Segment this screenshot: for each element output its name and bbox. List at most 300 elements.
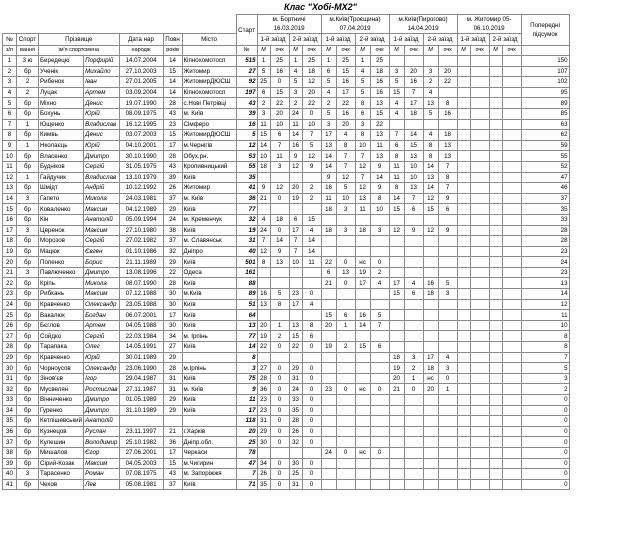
cell-s3r2-place: 3: [423, 66, 438, 77]
cell-s4r2-place: [489, 140, 502, 151]
cell-sport: бр: [17, 416, 39, 427]
cell-s2r1-points: [336, 299, 355, 310]
cell-s1r2-points: 14: [302, 236, 321, 247]
cell-s1r2-place: 3: [289, 87, 302, 98]
prev-subheader: [521, 46, 569, 56]
cell-s3r1-place: 3: [389, 66, 404, 77]
cell-s2r2-points: [370, 214, 389, 225]
cell-sport: бр: [17, 320, 39, 331]
cell-s1r1-place: 16: [257, 289, 270, 300]
cell-s1r1-place: 4: [257, 214, 270, 225]
cell-s3r1-place: 21: [389, 384, 404, 395]
cell-s1r2-place: 12: [289, 161, 302, 172]
cell-s1r1-place: 24: [257, 225, 270, 236]
cell-s1r2-place: [289, 267, 302, 278]
cell-sport: бр: [17, 447, 39, 458]
cell-s1r1-place: 25: [257, 77, 270, 88]
cell-s1r1-points: [270, 267, 289, 278]
cell-s3r1-place: 8: [389, 183, 404, 194]
cell-s4r1-place: [457, 479, 470, 490]
cell-dob: 05.09.1994: [119, 214, 163, 225]
cell-s4r1-place: [457, 342, 470, 353]
cell-city: Київ: [182, 172, 236, 183]
cell-firstname: Анатолій: [84, 416, 119, 427]
cell-s1r2-place: 35: [289, 405, 302, 416]
cell-dob: 05.08.1981: [119, 479, 163, 490]
cell-s4r1-points: [470, 204, 489, 215]
cell-s4r2-points: [502, 214, 521, 225]
cell-s2r2-place: [355, 289, 370, 300]
cell-s3r2-points: 1: [438, 384, 457, 395]
table-row: [3, 342, 570, 353]
table-row: [3, 416, 570, 427]
cell-sport: бр: [17, 66, 39, 77]
cell-s2r1-points: [336, 469, 355, 480]
cell-surname: Мишалов: [39, 447, 84, 458]
cell-s4r2-points: [502, 331, 521, 342]
cell-s1r2-place: 7: [289, 236, 302, 247]
table-row: [3, 331, 570, 342]
cell-s3r1-points: [404, 56, 423, 67]
cell-s4r1-points: [470, 352, 489, 363]
cell-s3r2-place: 8: [423, 140, 438, 151]
cell-s4r1-points: [470, 278, 489, 289]
cell-s2r1-place: [321, 246, 336, 257]
cell-city: Київ: [182, 204, 236, 215]
cell-s2r2-points: [370, 405, 389, 416]
cell-s2r1-points: 10: [336, 193, 355, 204]
cell-firstname: Сергій: [84, 161, 119, 172]
cell-s3r2-points: [438, 342, 457, 353]
cell-s4r1-place: [457, 193, 470, 204]
cell-s1r1-points: 18: [270, 214, 289, 225]
cell-s1r1-place: 10: [257, 151, 270, 162]
cell-s4r2-points: [502, 373, 521, 384]
cell-s1r2-points: 9: [302, 161, 321, 172]
cell-s3r1-points: [404, 342, 423, 353]
cell-dob: 04.05.2003: [119, 458, 163, 469]
cell-s3r2-points: 5: [438, 278, 457, 289]
cell-s2r1-place: 15: [321, 310, 336, 321]
cell-start-number: 13: [236, 320, 257, 331]
cell-s3r1-points: 13: [404, 183, 423, 194]
cell-s2r2-points: 5: [370, 310, 389, 321]
cell-age: 21: [163, 426, 182, 437]
cell-num: 37: [3, 437, 17, 448]
cell-s2r2-points: 16: [370, 87, 389, 98]
cell-s2r1-place: 21: [321, 278, 336, 289]
cell-sport: 3: [17, 225, 39, 236]
cell-s2r2-place: [355, 363, 370, 374]
cell-s4r1-place: [457, 204, 470, 215]
cell-sport: бр: [17, 479, 39, 490]
cell-age: 26: [163, 183, 182, 194]
table-row: [3, 98, 570, 109]
table-row: [3, 310, 570, 321]
cell-s4r1-place: [457, 77, 470, 88]
cell-start-number: 19: [236, 225, 257, 236]
points-header: очк: [438, 46, 457, 56]
cell-surname: Бєглов: [39, 320, 84, 331]
cell-s1r2-points: 0: [302, 373, 321, 384]
cell-s2r2-points: 9: [370, 161, 389, 172]
cell-s4r1-points: [470, 469, 489, 480]
cell-start-number: 77: [236, 204, 257, 215]
cell-firstname: Максим: [84, 225, 119, 236]
table-row: [3, 373, 570, 384]
cell-s4r1-place: [457, 130, 470, 141]
cell-start-number: 7: [236, 469, 257, 480]
cell-s4r2-place: [489, 236, 502, 247]
cell-surname: Гайдучик: [39, 172, 84, 183]
cell-s3r1-points: [404, 246, 423, 257]
cell-s3r1-place: [389, 458, 404, 469]
cell-surname: Рибкань: [39, 289, 84, 300]
cell-num: 10: [3, 151, 17, 162]
cell-s4r1-points: [470, 331, 489, 342]
cell-s2r1-points: 7: [336, 151, 355, 162]
cell-s2r1-place: 14: [321, 151, 336, 162]
cell-age: 29: [163, 405, 182, 416]
cell-s1r1-points: 0: [270, 458, 289, 469]
cell-s1r2-place: 10: [289, 257, 302, 268]
cell-s2r1-place: 3: [321, 119, 336, 130]
table-row: [3, 108, 570, 119]
cell-city: м. Київ: [182, 193, 236, 204]
cell-s4r1-points: [470, 416, 489, 427]
points-header: очк: [502, 46, 521, 56]
cell-s3r1-points: [404, 469, 423, 480]
cell-s2r1-place: [321, 469, 336, 480]
cell-s2r2-points: [370, 416, 389, 427]
cell-firstname: Микола: [84, 278, 119, 289]
cell-s4r1-points: [470, 214, 489, 225]
table-row: [3, 458, 570, 469]
cell-s4r1-points: [470, 108, 489, 119]
cell-s1r1-place: 21: [257, 193, 270, 204]
cell-s4r2-points: [502, 77, 521, 88]
cell-dob: 13.10.1979: [119, 172, 163, 183]
cell-s3r2-points: [438, 310, 457, 321]
cell-firstname: Дмитро: [84, 267, 119, 278]
cell-s1r2-place: 24: [289, 384, 302, 395]
cell-s3r1-place: 11: [389, 172, 404, 183]
cell-dob: 04.05.1988: [119, 320, 163, 331]
cell-s2r1-points: 16: [336, 108, 355, 119]
cell-age: 36: [163, 437, 182, 448]
table-row: [3, 278, 570, 289]
cell-prev-total: 14: [521, 289, 569, 300]
cell-s1r2-points: 0: [302, 458, 321, 469]
cell-firstname: Руслан: [84, 426, 119, 437]
cell-s3r1-place: [389, 236, 404, 247]
cell-dob: 13.08.1996: [119, 267, 163, 278]
cell-s3r2-points: 13: [438, 140, 457, 151]
cell-s2r2-place: 12: [355, 183, 370, 194]
cell-s2r1-place: 19: [321, 342, 336, 353]
table-row: [3, 119, 570, 130]
cell-s1r2-points: 0: [302, 437, 321, 448]
cell-num: 34: [3, 405, 17, 416]
num-subheader: з/п: [3, 46, 17, 56]
cell-s1r2-points: [302, 310, 321, 321]
cell-s4r1-points: [470, 395, 489, 406]
cell-age: 30: [163, 289, 182, 300]
table-row: [3, 363, 570, 374]
cell-s3r1-place: 7: [389, 130, 404, 141]
cell-s3r1-points: 20: [404, 66, 423, 77]
cell-s2r2-place: 8: [355, 130, 370, 141]
cell-s2r2-points: 18: [370, 66, 389, 77]
cell-start-number: 501: [236, 257, 257, 268]
table-row: [3, 183, 570, 194]
cell-s3r2-place: [423, 447, 438, 458]
cell-dob: 22.03.1984: [119, 331, 163, 342]
cell-s4r1-place: [457, 236, 470, 247]
cell-dob: 27.02.1982: [119, 236, 163, 247]
cell-s2r1-place: [321, 395, 336, 406]
cell-s4r1-points: [470, 119, 489, 130]
cell-s3r2-points: 18: [438, 130, 457, 141]
cell-firstname: Микола: [84, 193, 119, 204]
cell-surname: Тарасенко: [39, 469, 84, 480]
cell-dob: 27.11.1987: [119, 384, 163, 395]
cell-s2r2-points: 22: [370, 119, 389, 130]
cell-dob: 31.10.1989: [119, 405, 163, 416]
start-header: Старт: [236, 15, 257, 46]
cell-s4r2-points: [502, 257, 521, 268]
cell-s4r1-place: [457, 66, 470, 77]
cell-s3r1-points: 9: [404, 225, 423, 236]
cell-s2r2-place: [355, 331, 370, 342]
cell-prev-total: 0: [521, 479, 569, 490]
cell-start-number: 25: [236, 437, 257, 448]
cell-s1r2-points: 0: [302, 108, 321, 119]
points-header: очк: [336, 46, 355, 56]
cell-s2r1-place: [321, 458, 336, 469]
cell-s2r1-place: 22: [321, 257, 336, 268]
cell-s1r2-place: 5: [289, 77, 302, 88]
cell-age: 34: [163, 331, 182, 342]
cell-surname: Кетлішевський: [40, 417, 83, 425]
cell-prev-total: 8: [521, 331, 569, 342]
cell-sport: бр: [17, 108, 39, 119]
race-1-header: 1-й заїзд: [457, 34, 489, 46]
cell-s1r1-points: 12: [270, 183, 289, 194]
cell-s3r1-place: [389, 469, 404, 480]
cell-s1r2-points: [302, 278, 321, 289]
table-row: [3, 405, 570, 416]
cell-s3r2-points: [438, 56, 457, 67]
cell-s2r2-place: [355, 405, 370, 416]
cell-s4r2-points: [502, 130, 521, 141]
cell-firstname: Артем: [84, 320, 119, 331]
table-row: [3, 479, 570, 490]
cell-city: м. Київ: [182, 384, 236, 395]
cell-s3r2-points: [438, 395, 457, 406]
cell-s2r2-place: нс: [355, 257, 370, 268]
cell-firstname: Максим: [84, 204, 119, 215]
cell-num: 22: [3, 278, 17, 289]
cell-num: 8: [3, 130, 17, 141]
cell-firstname: Євген: [84, 246, 119, 257]
cell-s2r1-place: 18: [321, 204, 336, 215]
cell-prev-total: 52: [521, 161, 569, 172]
cell-city: Черкаси: [182, 447, 236, 458]
cell-s3r1-place: [389, 257, 404, 268]
cell-surname: Вакалюк: [39, 310, 84, 321]
cell-firstname: Владислав: [84, 172, 119, 183]
cell-dob: 14.07.2004: [119, 56, 163, 67]
cell-surname: Вінниченко: [39, 395, 84, 406]
cell-s1r1-place: 2: [257, 98, 270, 109]
cell-surname: Кузнецов: [39, 426, 84, 437]
cell-age: 22: [163, 267, 182, 278]
cell-s4r2-points: [502, 204, 521, 215]
table-row: [3, 352, 570, 363]
cell-surname: Кін: [39, 214, 84, 225]
cell-sport: бр: [17, 342, 39, 353]
cell-s4r2-place: [489, 437, 502, 448]
cell-surname: Мусвелян: [39, 384, 84, 395]
cell-num: 26: [3, 320, 17, 331]
cell-firstname: Ростислав: [85, 385, 118, 393]
cell-s3r2-place: [423, 320, 438, 331]
cell-s1r1-points: 0: [270, 384, 289, 395]
cell-s1r2-place: [289, 447, 302, 458]
cell-s1r1-points: 20: [270, 108, 289, 119]
cell-prev-total: 102: [521, 77, 569, 88]
cell-s4r2-place: [489, 342, 502, 353]
cell-surname: Ющенко: [39, 119, 84, 130]
cell-s2r2-place: 15: [355, 342, 370, 353]
cell-city: м. Славянськ: [182, 236, 236, 247]
cell-s2r1-place: [321, 299, 336, 310]
cell-start-number: 161: [236, 267, 257, 278]
cell-s4r2-points: [502, 66, 521, 77]
cell-dob: 27.10.2003: [119, 66, 163, 77]
cell-s3r2-place: 14: [423, 183, 438, 194]
cell-s2r1-place: [321, 426, 336, 437]
cell-firstname: Артем: [84, 87, 119, 98]
table-row: [3, 289, 570, 300]
cell-s2r2-points: [370, 289, 389, 300]
cell-start-number: 3: [236, 363, 257, 374]
cell-s1r1-points: 7: [270, 140, 289, 151]
cell-start-number: 20: [236, 426, 257, 437]
cell-firstname: Ігор: [84, 373, 119, 384]
cell-s4r1-points: [470, 98, 489, 109]
cell-sport: 3: [17, 193, 39, 204]
cell-s4r2-points: [502, 289, 521, 300]
table-row: [3, 426, 570, 437]
cell-city: м. Кременчук: [182, 214, 236, 225]
cell-s1r1-points: 0: [270, 469, 289, 480]
cell-start-number: 88: [236, 278, 257, 289]
cell-s1r1-points: 22: [270, 98, 289, 109]
cell-s3r2-place: 12: [423, 225, 438, 236]
table-row: [3, 151, 570, 162]
cell-s3r2-points: [438, 469, 457, 480]
cell-s4r1-points: [470, 299, 489, 310]
cell-s4r2-place: [489, 246, 502, 257]
cell-sport: бр: [17, 130, 39, 141]
cell-prev-total: 55: [521, 151, 569, 162]
cell-firstname: Юрій: [84, 108, 119, 119]
cell-age: 37: [163, 193, 182, 204]
cell-s3r2-points: [438, 246, 457, 257]
cell-s1r1-points: 8: [270, 299, 289, 310]
cell-s3r2-points: [438, 426, 457, 437]
cell-age: 38: [163, 225, 182, 236]
cell-s1r2-place: 22: [289, 342, 302, 353]
cell-s2r1-place: [321, 416, 336, 427]
cell-s3r1-points: 15: [404, 140, 423, 151]
cell-s3r1-place: 4: [389, 108, 404, 119]
cell-s3r1-points: [404, 331, 423, 342]
cell-s1r2-place: [289, 278, 302, 289]
race-2-header: 2-й заїзд: [489, 34, 521, 46]
cell-s1r2-points: 2: [302, 193, 321, 204]
place-header: М: [457, 46, 470, 56]
cell-num: 40: [3, 469, 17, 480]
cell-age: 29: [163, 204, 182, 215]
table-row: [3, 214, 570, 225]
cell-prev-total: 46: [521, 183, 569, 194]
cell-sport: 3: [17, 469, 39, 480]
table-row: [3, 66, 570, 77]
cell-s1r2-points: 5: [302, 140, 321, 151]
cell-firstname: Олександр: [84, 299, 119, 310]
cell-sport: бр: [17, 289, 39, 300]
cell-s2r1-place: 6: [321, 267, 336, 278]
cell-sport: бр: [17, 299, 39, 310]
cell-s1r1-place: 29: [257, 426, 270, 437]
cell-city: г.Харків: [182, 426, 236, 437]
cell-s1r2-points: 8: [302, 320, 321, 331]
cell-s1r2-points: 0: [302, 395, 321, 406]
cell-s1r1-place: 20: [257, 320, 270, 331]
cell-age: 29: [163, 352, 182, 363]
cell-s4r2-points: [502, 119, 521, 130]
cell-s3r1-place: [389, 479, 404, 490]
cell-age: 28: [163, 278, 182, 289]
cell-s1r1-points: 0: [270, 363, 289, 374]
cell-s1r2-place: 9: [289, 151, 302, 162]
cell-s3r2-points: 0: [438, 373, 457, 384]
cell-s4r1-points: [470, 405, 489, 416]
cell-s3r2-place: 15: [423, 204, 438, 215]
cell-s1r2-place: 4: [289, 66, 302, 77]
cell-s2r1-place: 16: [321, 183, 336, 194]
cell-s2r2-place: 7: [355, 172, 370, 183]
cell-dob: 14.05.1991: [119, 342, 163, 353]
cell-city: м. Запоріжжя: [182, 469, 236, 480]
cell-dob: 30.01.1989: [119, 352, 163, 363]
cell-s2r1-place: [321, 214, 336, 225]
cell-city: [182, 416, 236, 427]
cell-city: Київ: [182, 320, 236, 331]
cell-dob: 07.12.1988: [119, 289, 163, 300]
cell-dob: 06.07.2001: [119, 310, 163, 321]
cell-s3r2-place: [423, 416, 438, 427]
cell-s3r1-points: [404, 236, 423, 247]
cell-s4r1-points: [470, 267, 489, 278]
table-row: [3, 130, 570, 141]
cell-s2r1-points: 12: [336, 172, 355, 183]
cell-s2r2-place: [355, 214, 370, 225]
cell-s4r2-place: [489, 310, 502, 321]
